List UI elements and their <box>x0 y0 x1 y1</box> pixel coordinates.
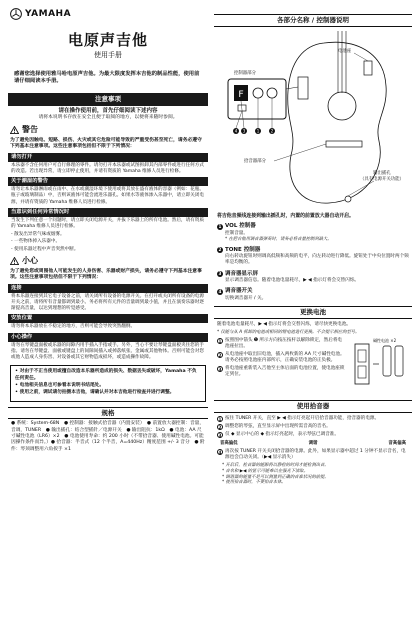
warning-triangle-icon <box>10 126 19 134</box>
feature-number: 2 <box>218 247 222 253</box>
svg-text:F: F <box>238 89 244 100</box>
feature-body: 显示调音器信息。随着电池电量耗尽，▶ ◀ 指示灯将会交替闪烁。 <box>225 278 360 283</box>
guitar-illustration <box>214 31 412 211</box>
tuner-scale-in-tune: 调谐 <box>308 440 318 446</box>
left-column <box>8 8 208 632</box>
disclaimer-box <box>10 365 206 401</box>
feature-body: 控制音量。 <box>225 230 248 236</box>
tuner-steps <box>217 416 409 439</box>
section-body-no-open: 本乐器不含任何用户可自行修理的零件。请勿打开本乐器或试图拆卸其内部零件或进行任何方式的改造。若出现异常，请立即停止使用，并请有资质的 Yamaha 维修人员进行检修。 <box>11 162 204 174</box>
battery-step: 3 将电池座重新装入吉他至主体后面的电池位置，使电池座锁定到位。 <box>218 366 345 378</box>
section-body-handling: 请勿在琴键盘面板或乐器的间隙内用手插入手指或手。另外，当心不要让琴键盘面板夹住您的手指。请勿在琴键盘、面板或键盘上的间隙间插入或掉落纸张、金属或其他物体。否则可能会对您或他人造成人身伤害、对设备或其它财物造成损坏，或造成操作故障。 <box>11 342 204 361</box>
svg-text:2: 2 <box>270 128 274 134</box>
tuner-step: 2 调整您的琴弦，直至显示屏中出现所需音高的音名。 <box>218 424 331 431</box>
feature-tuner-display <box>217 271 409 285</box>
manual-subtitle: 使用手册 <box>94 51 122 60</box>
panel-note: 将吉他音频线连接到输出插孔时，内置的前置放大器自动开启。 <box>217 212 354 219</box>
feature-title: TONE 控制器 <box>225 246 261 253</box>
output-jack-label: 输出插孔 （具有电源开关功能） <box>360 170 404 182</box>
battery-illustration <box>349 338 409 397</box>
warning-intro: 为了避免因触电、短路、损伤、火灾或其它危险可能导致的严重受伤甚至死亡，请务必遵守下列基本注意事项。这些注意事项包括但不限于下列情况： <box>10 137 202 150</box>
yamaha-emblem-icon <box>10 8 22 20</box>
feature-title: 调音器开关 <box>225 288 253 295</box>
feature-body: 切换调音器开 / 关。 <box>225 295 267 301</box>
feature-number: 3 <box>218 271 222 277</box>
caution-title: 小心 <box>22 255 38 265</box>
tuner-note: * 开启后，检音器的能源将以静检的时间才能检测出音。 <box>222 462 329 468</box>
spec-heading: 规格 <box>8 407 208 420</box>
pickup-label: 拾音器部分 <box>244 158 266 164</box>
feature-tone <box>217 247 409 267</box>
section-body-moisture: 请勿让本乐器淋雨或在雨中、在水或潮湿环境下使用或将其放在盛有液体的容器（例如：花瓶、瓶子或玻璃制品）中，否则该液体可能会流进乐器孔。如果水等液体渗入乐器中，请立即关闭电源，并请有资质的 Yamaha 维修人员进行检修。 <box>11 187 204 205</box>
section-head-moisture: 关于潮湿的警告 <box>8 177 208 186</box>
feature-number: 1 <box>218 224 222 230</box>
tuner-note: * 调谐器的能量不是可以测量到正确的音准状况的前提。 <box>222 474 329 480</box>
battery-note: * 仅能与从 A 拆卸的电池或相同的锂电池进行更换。不会提示相应的型号。 <box>217 329 360 335</box>
section-head-connect: 连接 <box>8 284 208 293</box>
spec-body: ● 系统：System-68N ● 控制器：接触式拾音器（内置安装） ● 前置放大器控制：音量，音调，TUNER ● 输出插孔：结合型插针／电源开关 ● 输出阻抗：1kΩ ● 电池：AA 尺寸碱性电池（LR6）×2 ● 电池使用寿命：约 200 小时（不带拾音器、使用碱性电池。可能因操作条件而异。）● 拾音器：半音式（12 个半音，A=440Hz）精度范围 +/- 3 音分 ● 附件：琴颈调整用六角扳手 ×1 <box>11 421 205 452</box>
tuner-scale <box>220 441 406 447</box>
caution-triangle-icon <box>10 257 19 265</box>
section-head-placement: 安放位置 <box>8 314 208 323</box>
thanks-text: 感谢您选择使用雅马哈电原声吉他。为最大限度发挥本吉他的制品性能，使用前请仔细阅读本手册。 <box>14 70 200 84</box>
feature-number: 4 <box>218 288 222 294</box>
warning-title: 警告 <box>22 124 38 134</box>
battery-label: 碱性电池 ×2 <box>373 337 397 343</box>
control-panel-label: 控制器部分 <box>234 70 256 76</box>
caution-intro: 为了避免您或周围他人可能发生的人身伤害、乐器或财产损失，请务必遵守下列基本注意事项。这些注意事项包括但不限于下列情况： <box>10 268 202 281</box>
disclaimer-line: • 对由于不正当使用或擅自改造本乐器所造成的损失、数据丢失或破坏，Yamaha 不负任何责任。 <box>15 369 197 381</box>
feature-note: * 在把吉他用调音器弹奏时，请务必将音量控制到最大。 <box>225 236 332 242</box>
battery-box-label: 电池座 <box>338 48 352 54</box>
manual-title: 电原声吉他 <box>67 31 148 50</box>
svg-text:3: 3 <box>242 128 246 134</box>
abnormal-item: - 一些物体掉入乐器中。 <box>11 239 61 245</box>
feature-body: 向右转动旋钮时则调高低频和高频的电平，向左转动进行降低。旋钮处于中央位置时两个频率是均衡的。 <box>225 254 409 266</box>
section-body-connect: 将本乐器连接到其它电子设备之前，请关闭所有设备的电源开关。在打开或关闭所有设备的电源开关之前，请将所有音量都调到最小。务必将所有元件的音量调到最小值，并且在演奏乐器时逐渐提高音量，以达到理想的听觉感受。 <box>11 293 204 312</box>
section-body-placement: 请勿将本乐器放在不稳定的地方，否则可能会导致突然翻倒。 <box>11 324 136 330</box>
brand-name: YAMAHA <box>25 9 72 19</box>
abnormal-list <box>8 232 208 253</box>
tuner-step: 1 按住 TUNER 开关，直至 ▶ ◀ 指示灯亮起开启拾音器功能，拾音器的电源。 <box>218 416 380 423</box>
tuner-heading: 使用拾音器 <box>214 400 412 413</box>
battery-holder-icon <box>349 338 409 394</box>
caution-heading <box>10 256 208 267</box>
tuner-scale-flat: 音高偏低 <box>220 440 238 446</box>
battery-steps <box>217 338 345 397</box>
abnormal-item: - 使用乐器过程中声音突然中断。 <box>11 246 79 252</box>
caution-section-bar: 注意事项 <box>8 93 208 106</box>
battery-intro: 随着电池电量耗尽，▶ ◀ 指示灯将会交替闪烁，请尽快更换电池。 <box>217 321 352 327</box>
tuner-scale-sharp: 音高偏高 <box>388 440 406 446</box>
feature-title: 调音器显示屏 <box>225 270 259 277</box>
feature-vol <box>217 223 409 242</box>
section-body-abnormal: 当发生下列任意一个问题时，请立即关闭电源开关，并拔下乐器上的所有电池。然后，请有资质的 Yamaha 维修人员进行检修。 <box>11 217 204 230</box>
battery-steps-block <box>217 338 409 397</box>
tuner-step: 4 再次按 TUNER 开关关闭拾音器的电源。此外，如果显示器中超过 1 分钟不显示音名，电源也会自动关闭。（▶◀ 显示消失） <box>218 448 406 460</box>
caution-line-2: 请将本说明书存放在安全且便于取阅的地方，以便将来随时参阅。 <box>38 115 178 121</box>
guitar-diagram <box>214 31 412 211</box>
tuner-notes <box>214 463 412 486</box>
right-column <box>214 10 412 632</box>
tuner-step: 3 仅 ◆ 显示中心的 ◆ 指示灯亮起时，表示琴弦已调音准。 <box>218 432 339 439</box>
battery-heading: 更换电池 <box>214 306 412 319</box>
parts-heading: 各部分名称 / 控制器说明 <box>214 14 412 27</box>
battery-step: 1 按照图中箭头 ➊ 所示方向按压按杆以解除锁定，然后将电池座拉出。 <box>218 337 343 349</box>
svg-text:1: 1 <box>256 128 260 134</box>
warning-heading <box>10 125 208 136</box>
disclaimer-line: • 使用之前，调试请勿拍摄本吉他，请确认并对本吉他进行检查并进行调整。 <box>15 390 175 396</box>
caution-line-1: 请在操作使用前，首先仔细阅读下述内容 <box>58 107 158 114</box>
battery-step: 2 从电池座中取出旧电池，插入两枚新的 AA 尺寸碱性电池。请务必按照电池座内部所示，正确安装电池的正负极。 <box>218 351 345 364</box>
feature-title: VOL 控制器 <box>225 223 256 230</box>
tuner-note: * 音名和 ▶◀ 的显示可能难以在强光下读取。 <box>222 468 308 474</box>
svg-text:4: 4 <box>234 128 238 134</box>
disclaimer-line: • 电池相关信息也可参看本说明书结尾处。 <box>15 382 105 388</box>
tuner-note: * 使用拾音器时，不要拍音本体。 <box>222 480 286 486</box>
section-head-no-open: 请勿打开 <box>8 153 208 162</box>
brand-logo <box>10 8 208 20</box>
abnormal-item: - 散发出异常气味或烟雾。 <box>11 232 65 238</box>
section-head-abnormal: 当意识到任何异常情况时 <box>8 208 208 217</box>
feature-tuner-switch <box>217 288 409 302</box>
section-head-handling: 小心操作 <box>8 333 208 342</box>
